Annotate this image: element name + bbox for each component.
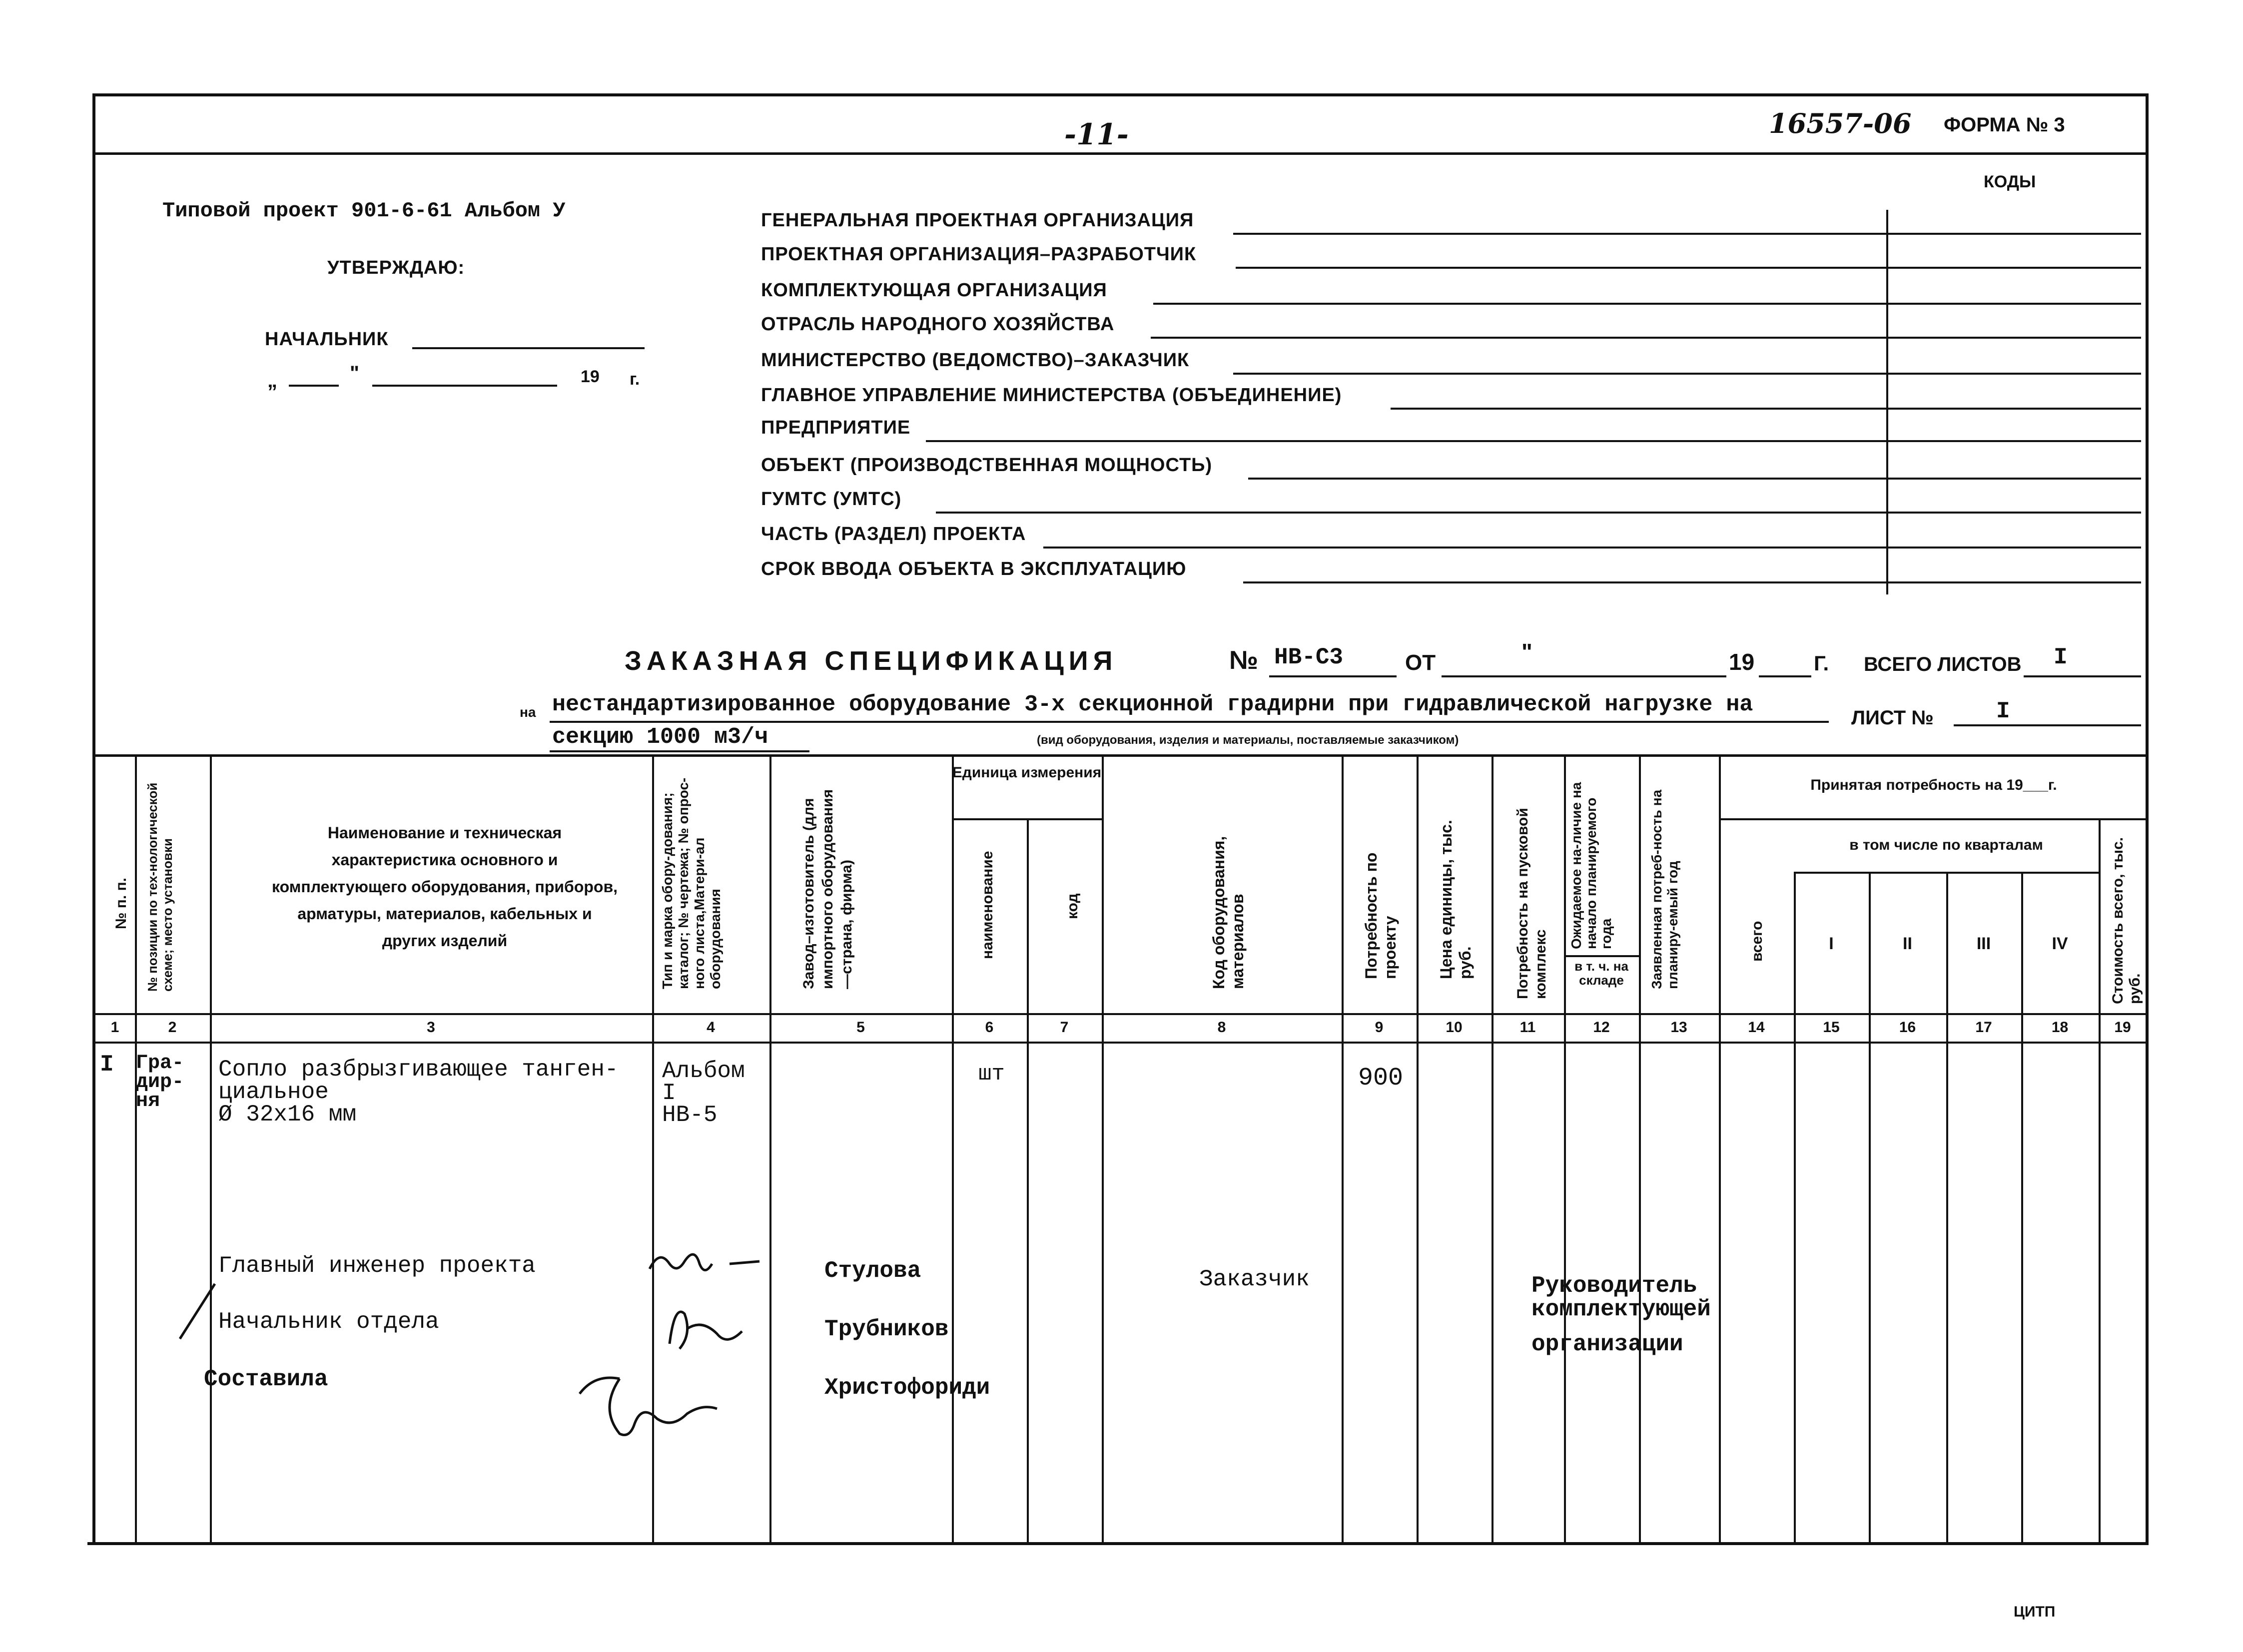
row-type-l3: НВ-5 (662, 1102, 718, 1128)
column-number: 19 (2114, 1019, 2131, 1036)
org-field-label: ГЛАВНОЕ УПРАВЛЕНИЕ МИНИСТЕРСТВА (ОБЪЕДИНЕНИЕ) (761, 385, 1342, 406)
spec-year: 19 (1729, 649, 1755, 675)
column-number: 16 (1899, 1019, 1916, 1036)
sig-customer: Заказчик (1199, 1266, 1310, 1292)
hdr-c1: № п. п. (113, 877, 129, 929)
row-no: I (100, 1052, 114, 1078)
total-sheets-label: ВСЕГО ЛИСТОВ (1864, 653, 2022, 675)
date-year: 19 (581, 367, 600, 386)
sig-dept-head: Начальник отдела (218, 1309, 439, 1335)
org-field-label: СРОК ВВОДА ОБЪЕКТА В ЭКСПЛУАТАЦИЮ (761, 558, 1187, 579)
spec-subject-line2: секцию 1000 м3/ч (552, 724, 768, 750)
hdr-c11: Потребность на пусковой комплекс (1514, 808, 1549, 999)
column-number: 18 (2051, 1019, 2069, 1036)
hdr-c3: Наименование и техническая характеристика основного и комплектующего оборудования, приборов, арматуры, материалов, кабельных и других изделий (271, 824, 618, 950)
org-field-label: ОБЪЕКТ (ПРОИЗВОДСТВЕННАЯ МОЩНОСТЬ) (761, 455, 1213, 476)
total-sheets-value: I (2054, 644, 2068, 670)
date-suffix: г. (630, 370, 640, 389)
approval-slash (180, 1284, 215, 1339)
column-number: 5 (856, 1019, 865, 1036)
doc-number: 16557-06 (1769, 107, 1912, 139)
spec-subject-line1: нестандартизированное оборудование 3-х секционной градирни при гидравлической нагрузке на (552, 692, 1753, 717)
spec-year-suffix: Г. (1814, 651, 1829, 675)
hdr-c13: Заявленная потреб-ность на планиру-емый год (1649, 789, 1680, 989)
column-number: 15 (1823, 1019, 1840, 1036)
row-need: 900 (1358, 1064, 1404, 1093)
column-number: 14 (1748, 1019, 1765, 1036)
sig-compiled: Составила (204, 1366, 328, 1392)
hdr-c12b: в т. ч. на складе (1574, 959, 1628, 988)
row-type-l2: I (662, 1080, 676, 1106)
column-number: 4 (707, 1019, 715, 1036)
hdr-c8: Код оборудования, материалов (1210, 836, 1247, 989)
column-number: 2 (168, 1019, 177, 1036)
project-title: Типовой проект 901-6-61 Альбом У (162, 199, 566, 223)
hdr-c12: Ожидаемое на-личие на начало планируемого года (1568, 782, 1614, 949)
hdr-c9: Потребность по проекту (1362, 852, 1399, 979)
sheet-number: I (1996, 698, 2010, 724)
hdr-c18: IV (2052, 934, 2068, 953)
org-field-label: ОТРАСЛЬ НАРОДНОГО ХОЗЯЙСТВА (761, 314, 1115, 335)
spec-title: ЗАКАЗНАЯ СПЕЦИФИКАЦИЯ (625, 646, 1118, 676)
sig-supplier-l1: Руководитель (1531, 1273, 1697, 1299)
org-field-label: МИНИСТЕРСТВО (ВЕДОМСТВО)–ЗАКАЗЧИК (761, 350, 1190, 371)
codes-label: КОДЫ (1984, 172, 2036, 191)
hdr-c17: III (1976, 934, 1991, 953)
column-number: 7 (1060, 1019, 1069, 1036)
org-field-label: ГУМТС (УМТС) (761, 489, 902, 510)
sig-chief-engineer: Главный инженер проекта (218, 1253, 536, 1279)
row-name-l1: Сопло разбрызгивающее танген- (218, 1057, 619, 1083)
spec-subject-note: (вид оборудования, изделия и материалы, поставляемые заказчиком) (1037, 733, 1459, 747)
sig-supplier-l3: организации (1531, 1331, 1683, 1357)
hdr-c5: Завод–изготовитель (для импортного оборудования —страна, фирма) (800, 789, 855, 989)
row-type-l1: Альбом (662, 1058, 745, 1084)
spec-date-quote: " (1521, 639, 1532, 665)
column-number: 6 (985, 1019, 994, 1036)
hdr-c10: Цена единицы, тыс. руб. (1437, 820, 1474, 979)
hdr-c15: I (1829, 934, 1834, 953)
hdr-c2: № позиции по тех-нологической схеме; место установки (145, 782, 175, 992)
page-number: -11- (1064, 117, 1129, 151)
date-close-quote: " (350, 362, 359, 384)
row-unit: шт (978, 1062, 1005, 1087)
column-number: 17 (1975, 1019, 1992, 1036)
hdr-c7: код (1064, 893, 1081, 919)
spec-number-label: № (1229, 646, 1258, 675)
hdr-c6: наименование (979, 851, 996, 959)
hdr-quarters-group: в том числе по кварталам (1849, 837, 2043, 853)
hdr-c4: Тип и марка обору-дования; каталог; № чертежа; № опрос-ного листа,Матери-ал оборудования (660, 777, 723, 989)
column-number: 9 (1375, 1019, 1384, 1036)
sig-supplier-l2: комплектующей (1531, 1296, 1711, 1322)
approve-label: УТВЕРЖДАЮ: (327, 257, 465, 278)
sig-compiled-name: Христофориди (824, 1375, 990, 1401)
footer-stamp: ЦИТП (2014, 1604, 2056, 1620)
hdr-unit-group: Единица измерения (952, 764, 1102, 781)
signature-chief-engineer (650, 1254, 759, 1270)
hdr-c16: II (1903, 934, 1912, 953)
form-label: ФОРМА № 3 (1944, 114, 2065, 136)
hdr-accepted-group: Принятая потребность на 19___г. (1810, 777, 2057, 793)
row-position: Гра-дир-ня (136, 1052, 184, 1112)
hdr-c14: всего (1749, 921, 1765, 962)
org-field-label: ЧАСТЬ (РАЗДЕЛ) ПРОЕКТА (761, 524, 1026, 545)
column-number: 10 (1446, 1019, 1463, 1036)
sig-chief-engineer-name: Стулова (824, 1258, 921, 1284)
hdr-c19: Стоимость всего, тыс. руб. (2110, 837, 2143, 1004)
org-field-label: ПРЕДПРИЯТИЕ (761, 417, 911, 438)
spec-from-label: ОТ (1405, 650, 1436, 675)
chief-label: НАЧАЛЬНИК (265, 329, 389, 350)
column-number: 11 (1519, 1019, 1536, 1036)
spec-number: НВ-С3 (1274, 644, 1344, 670)
on-label: на (520, 704, 536, 720)
row-name-l2: циальное (218, 1079, 329, 1105)
column-number: 8 (1217, 1019, 1226, 1036)
org-field-label: КОМПЛЕКТУЮЩАЯ ОРГАНИЗАЦИЯ (761, 280, 1107, 301)
org-field-label: ГЕНЕРАЛЬНАЯ ПРОЕКТНАЯ ОРГАНИЗАЦИЯ (761, 210, 1194, 231)
row-name-l3: Ø 32х16 мм (218, 1101, 357, 1127)
column-number: 1 (110, 1019, 119, 1036)
sheet-label: ЛИСТ № (1851, 707, 1934, 729)
column-number: 3 (427, 1019, 435, 1036)
column-number: 12 (1593, 1019, 1610, 1036)
date-open-quote: „ (267, 370, 277, 392)
sig-dept-head-name: Трубников (824, 1316, 949, 1342)
org-field-label: ПРОЕКТНАЯ ОРГАНИЗАЦИЯ–РАЗРАБОТЧИК (761, 244, 1197, 265)
column-number: 13 (1670, 1019, 1687, 1036)
signature-compiled (580, 1378, 717, 1435)
signature-dept-head (670, 1312, 742, 1349)
